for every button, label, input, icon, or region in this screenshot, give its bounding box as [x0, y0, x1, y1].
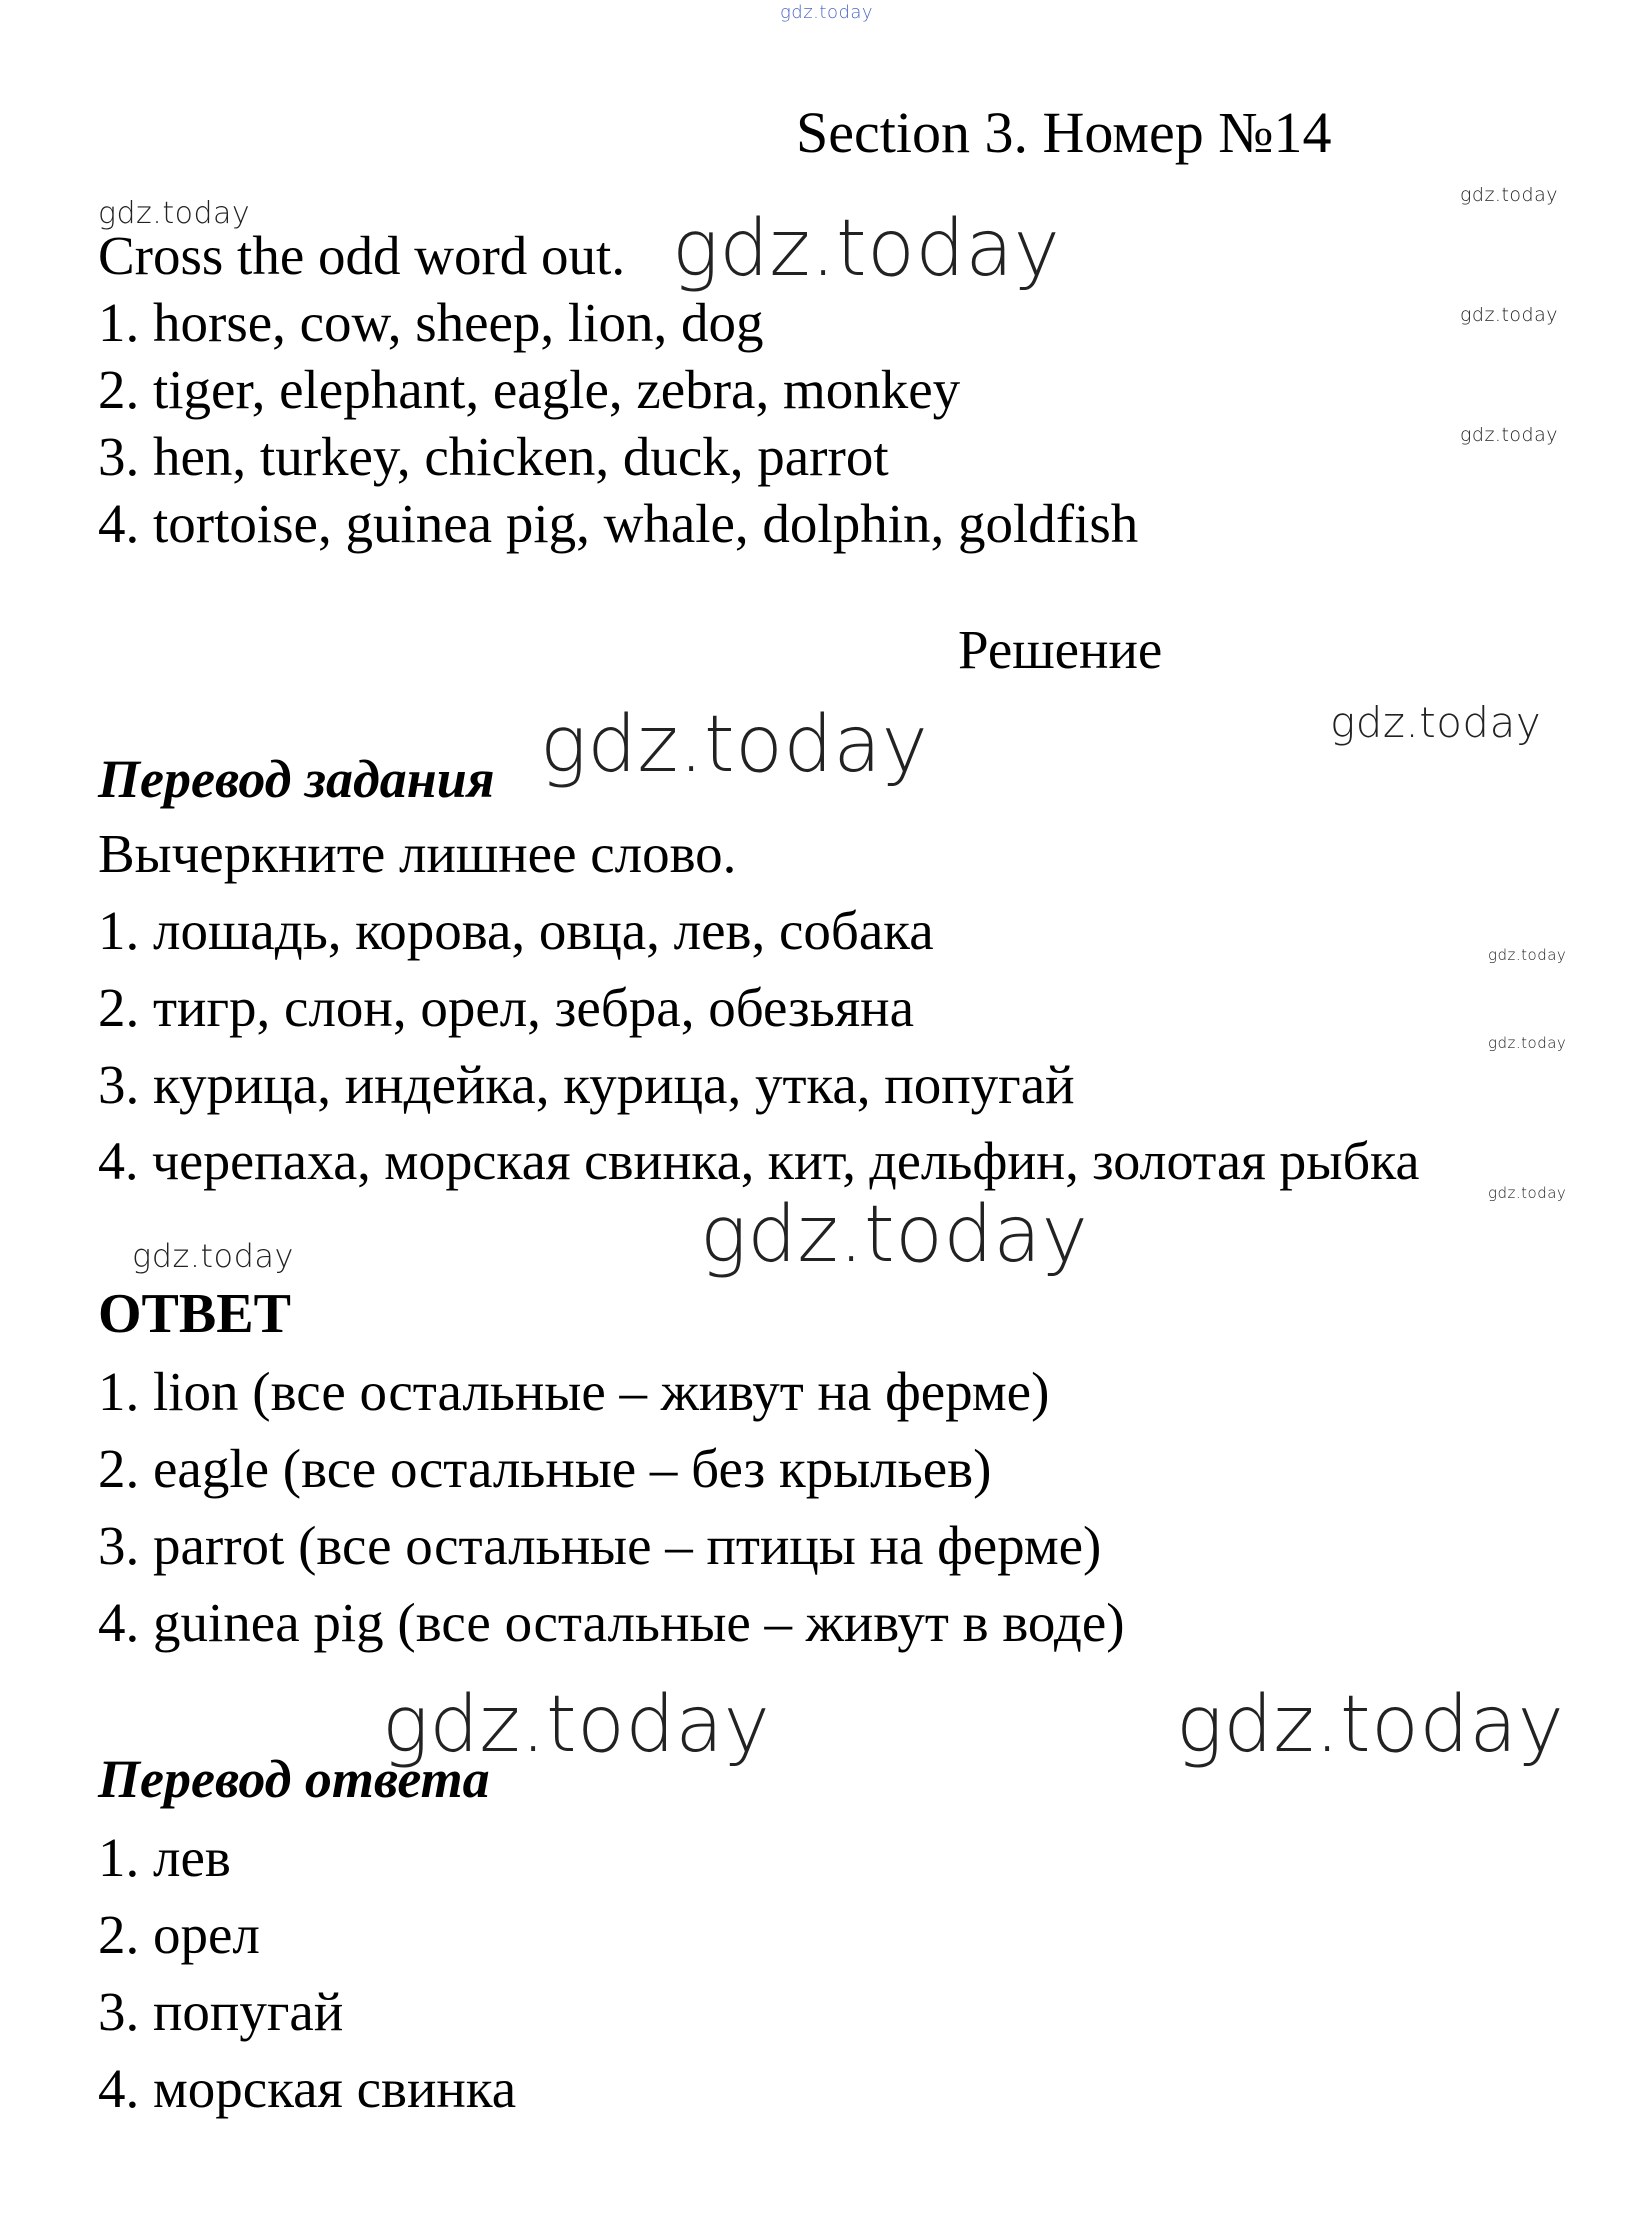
translation-item: 4. черепаха, морская свинка, кит, дельфин, золотая рыбка	[98, 1131, 1420, 1191]
watermark: gdz.today	[98, 196, 251, 231]
answer-translation-item: 4. морская свинка	[98, 2058, 517, 2119]
translation-item: 3. курица, индейка, курица, утка, попугай	[98, 1054, 1075, 1115]
answer-item: 3. parrot (все остальные – птицы на ферме)	[98, 1515, 1102, 1576]
task-item: 2. tiger, elephant, eagle, zebra, monkey	[98, 359, 961, 420]
page-title: Section 3. Номер №14	[796, 100, 1332, 165]
watermark: gdz.today	[1488, 946, 1567, 964]
solution-label: Решение	[958, 619, 1163, 680]
task-instruction: Cross the odd word out.	[98, 225, 626, 286]
watermark: gdz.today	[1330, 698, 1542, 747]
watermark: gdz.today	[672, 204, 1061, 294]
watermark: gdz.today	[1488, 1184, 1567, 1202]
translation-heading: Перевод задания	[98, 749, 495, 809]
watermark: gdz.today	[1460, 424, 1558, 446]
watermark: gdz.today	[382, 1680, 771, 1770]
answer-translation-item: 3. попугай	[98, 1981, 344, 2042]
answer-heading: ОТВЕТ	[98, 1283, 291, 1345]
watermark: gdz.today	[540, 700, 929, 790]
task-item: 3. hen, turkey, chicken, duck, parrot	[98, 426, 889, 487]
watermark: gdz.today	[1460, 304, 1558, 326]
answer-translation-heading: Перевод ответа	[98, 1749, 490, 1809]
answer-item: 2. eagle (все остальные – без крыльев)	[98, 1438, 992, 1499]
watermark: gdz.today	[1460, 184, 1558, 206]
task-item: 4. tortoise, guinea pig, whale, dolphin, goldfish	[98, 493, 1139, 554]
answer-item: 1. lion (все остальные – живут на ферме)	[98, 1361, 1050, 1422]
watermark: gdz.today	[132, 1237, 294, 1275]
translation-instruction: Вычеркните лишнее слово.	[98, 823, 737, 884]
translation-item: 2. тигр, слон, орел, зебра, обезьяна	[98, 977, 915, 1038]
watermark: gdz.today	[1488, 1034, 1567, 1052]
watermark: gdz.today	[700, 1190, 1089, 1280]
watermark: gdz.today	[780, 2, 874, 23]
answer-item: 4. guinea pig (все остальные – живут в воде)	[98, 1592, 1125, 1653]
answer-translation-item: 1. лев	[98, 1827, 231, 1888]
task-item: 1. horse, cow, sheep, lion, dog	[98, 292, 764, 353]
translation-item: 1. лошадь, корова, овца, лев, собака	[98, 900, 934, 961]
answer-translation-item: 2. орел	[98, 1904, 260, 1965]
watermark: gdz.today	[1176, 1680, 1565, 1770]
